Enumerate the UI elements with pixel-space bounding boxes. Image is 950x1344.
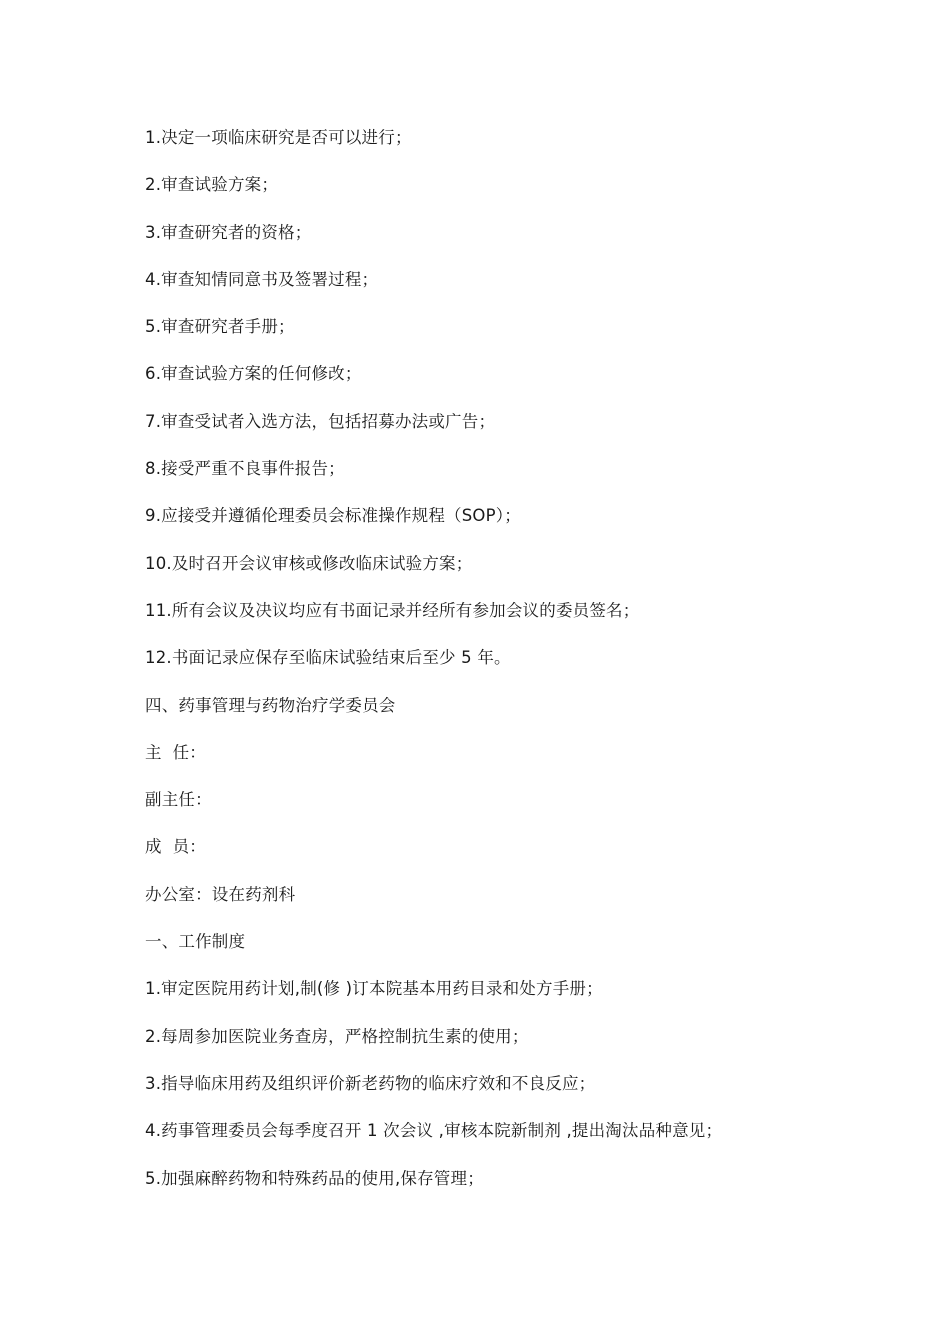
text-line: 11.所有会议及决议均应有书面记录并经所有参加会议的委员签名； [145, 600, 640, 620]
document-body [145, 124, 845, 1212]
text-line: 4.药事管理委员会每季度召开 1 次会议 ,审核本院新制剂 ,提出淘汰品种意见； [145, 1121, 723, 1141]
text-line: 5.审查研究者手册； [145, 317, 295, 337]
text-line: 1.审定医院用药计划,制(修 )订本院基本用药目录和处方手册； [145, 979, 603, 999]
text-line: 6.审查试验方案的任何修改； [145, 364, 362, 384]
text-line: 5.加强麻醉药物和特殊药品的使用,保存管理； [145, 1168, 484, 1188]
section-heading: 四、药事管理与药物治疗学委员会 [145, 695, 396, 715]
text-line: 8.接受严重不良事件报告； [145, 459, 345, 479]
text-line: 9.应接受并遵循伦理委员会标准操作规程（SOP）； [145, 506, 521, 526]
text-line: 2.每周参加医院业务查房，严格控制抗生素的使用； [145, 1026, 529, 1046]
text-line: 3.审查研究者的资格； [145, 222, 312, 242]
office-label: 办公室：设在药剂科 [145, 884, 296, 904]
text-line: 2.审查试验方案； [145, 175, 279, 195]
text-line: 7.审查受试者入选方法，包括招募办法或广告； [145, 411, 496, 431]
text-line: 1.决定一项临床研究是否可以进行； [145, 128, 412, 147]
text-line: 10.及时召开会议审核或修改临床试验方案； [145, 553, 473, 573]
text-line: 12.书面记录应保存至临床试验结束后至少 5 年。 [145, 648, 511, 668]
deputy-director-label: 副主任： [145, 790, 212, 810]
subsection-heading: 一、工作制度 [145, 932, 246, 952]
text-line: 3.指导临床用药及组织评价新老药物的临床疗效和不良反应； [145, 1073, 596, 1093]
director-label: 主 任： [145, 742, 206, 762]
text-line: 4.审查知情同意书及签署过程； [145, 269, 379, 289]
members-label: 成 员： [145, 837, 206, 857]
